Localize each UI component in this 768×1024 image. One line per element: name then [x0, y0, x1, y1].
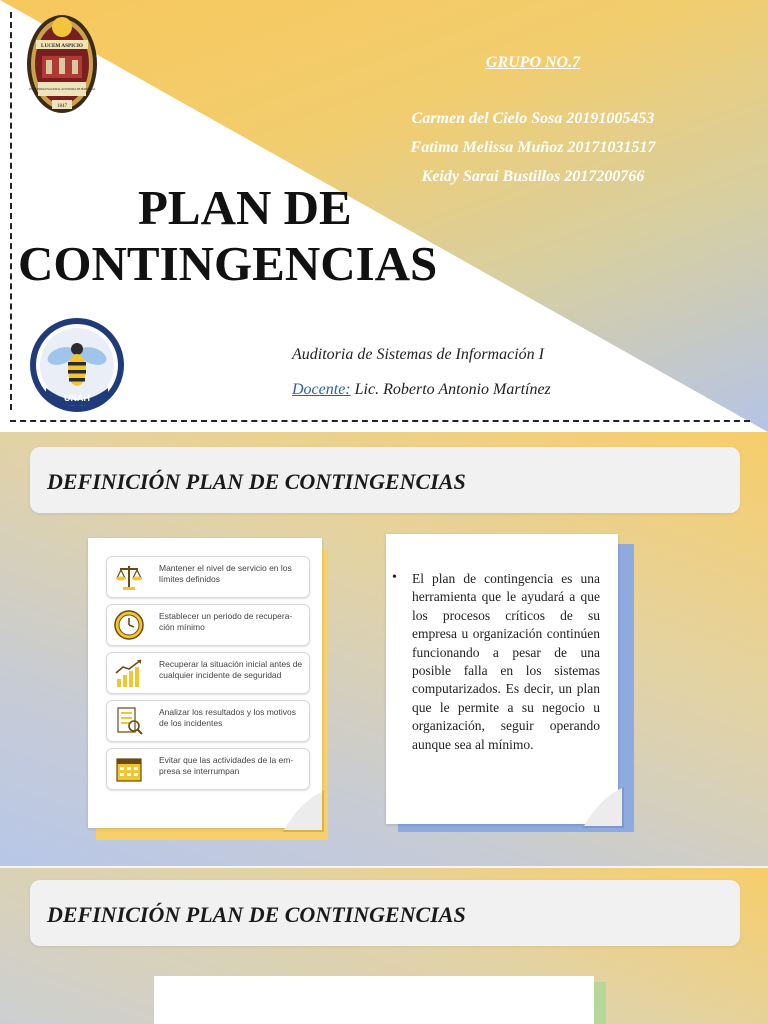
growth-chart-icon — [113, 657, 145, 689]
definition-text: El plan de contingencia es una herramienta que le ayudará a que los procesos críticos de su empresa u organización continúen funcionando a pesar de una posible falla en los sistemas computarizados. Es decir, un plan que le permite a su negocio u organización, seguir operando aunque sea al mínimo. — [412, 571, 600, 752]
analysis-icon — [113, 705, 145, 737]
clock-icon — [113, 609, 145, 641]
seal-year: 1847 — [57, 104, 67, 109]
sun-icon — [52, 17, 72, 37]
teacher-label[interactable]: Docente: — [292, 381, 351, 398]
seal-top-text: LUCEM ASPICIO — [41, 43, 83, 49]
list-item — [106, 556, 310, 598]
seal-bottom-text: UNIVERSIDAD NACIONAL AUTONOMA DE HONDURAS — [28, 88, 96, 91]
list-item-text: Recuperar la situación inicial antes de cualquier incidente de seguridad — [159, 659, 303, 680]
bullet: • — [392, 570, 397, 585]
calendar-icon — [113, 753, 145, 785]
page-title — [18, 180, 498, 292]
definition-slide — [0, 432, 768, 866]
title-line-1: PLAN DE — [138, 180, 352, 235]
definition-slide-2 — [0, 868, 768, 1024]
list-item — [106, 748, 310, 790]
member-1: Carmen del Cielo Sosa 20191005453 — [411, 110, 655, 127]
objectives-card — [88, 538, 332, 838]
list-item-text: Mantener el nivel de servicio en los límites definidos — [159, 563, 292, 584]
list-item — [106, 604, 310, 646]
page-curl-icon — [582, 786, 624, 828]
list-item-text: Establecer un periodo de recupera-ción mínimo — [159, 611, 293, 632]
list-item-text: Analizar los resultados y los motivos de los incidentes — [159, 707, 297, 728]
section-title-bar — [30, 880, 740, 946]
card-shadow — [592, 982, 606, 1024]
teacher-line — [292, 381, 551, 399]
section-title: DEFINICIÓN PLAN DE CONTINGENCIAS — [47, 469, 466, 494]
list-item — [106, 700, 310, 742]
section-title: DEFINICIÓN PLAN DE CONTINGENCIAS — [47, 902, 466, 927]
content-card — [154, 976, 594, 1024]
course-name: Auditoria de Sistemas de Información I — [292, 346, 544, 363]
definition-card-body — [386, 534, 618, 824]
dashed-border-left — [10, 12, 12, 410]
university-seal-logo — [26, 10, 98, 114]
faculty-bee-logo — [28, 316, 126, 414]
dashed-border-bottom — [10, 420, 750, 422]
member-2: Fatima Melissa Muñoz 20171031517 — [410, 139, 656, 156]
teacher-name: Lic. Roberto Antonio Martínez — [350, 381, 551, 398]
group-info — [378, 48, 688, 191]
objectives-card-body — [88, 538, 322, 828]
list-item-text: Evitar que las actividades de la em-presa se interrumpan — [159, 755, 294, 776]
badge-text: UNAH — [64, 393, 90, 403]
title-line-2: CONTINGENCIAS — [18, 236, 438, 291]
list-item — [106, 652, 310, 694]
member-3: Keidy Sarai Bustillos 2017200766 — [421, 168, 645, 185]
section-title-bar — [30, 447, 740, 513]
scale-icon — [113, 561, 145, 593]
group-title: GRUPO NO.7 — [485, 54, 581, 71]
definition-card — [386, 534, 636, 834]
page-curl-icon — [282, 790, 324, 832]
title-slide — [0, 0, 768, 432]
